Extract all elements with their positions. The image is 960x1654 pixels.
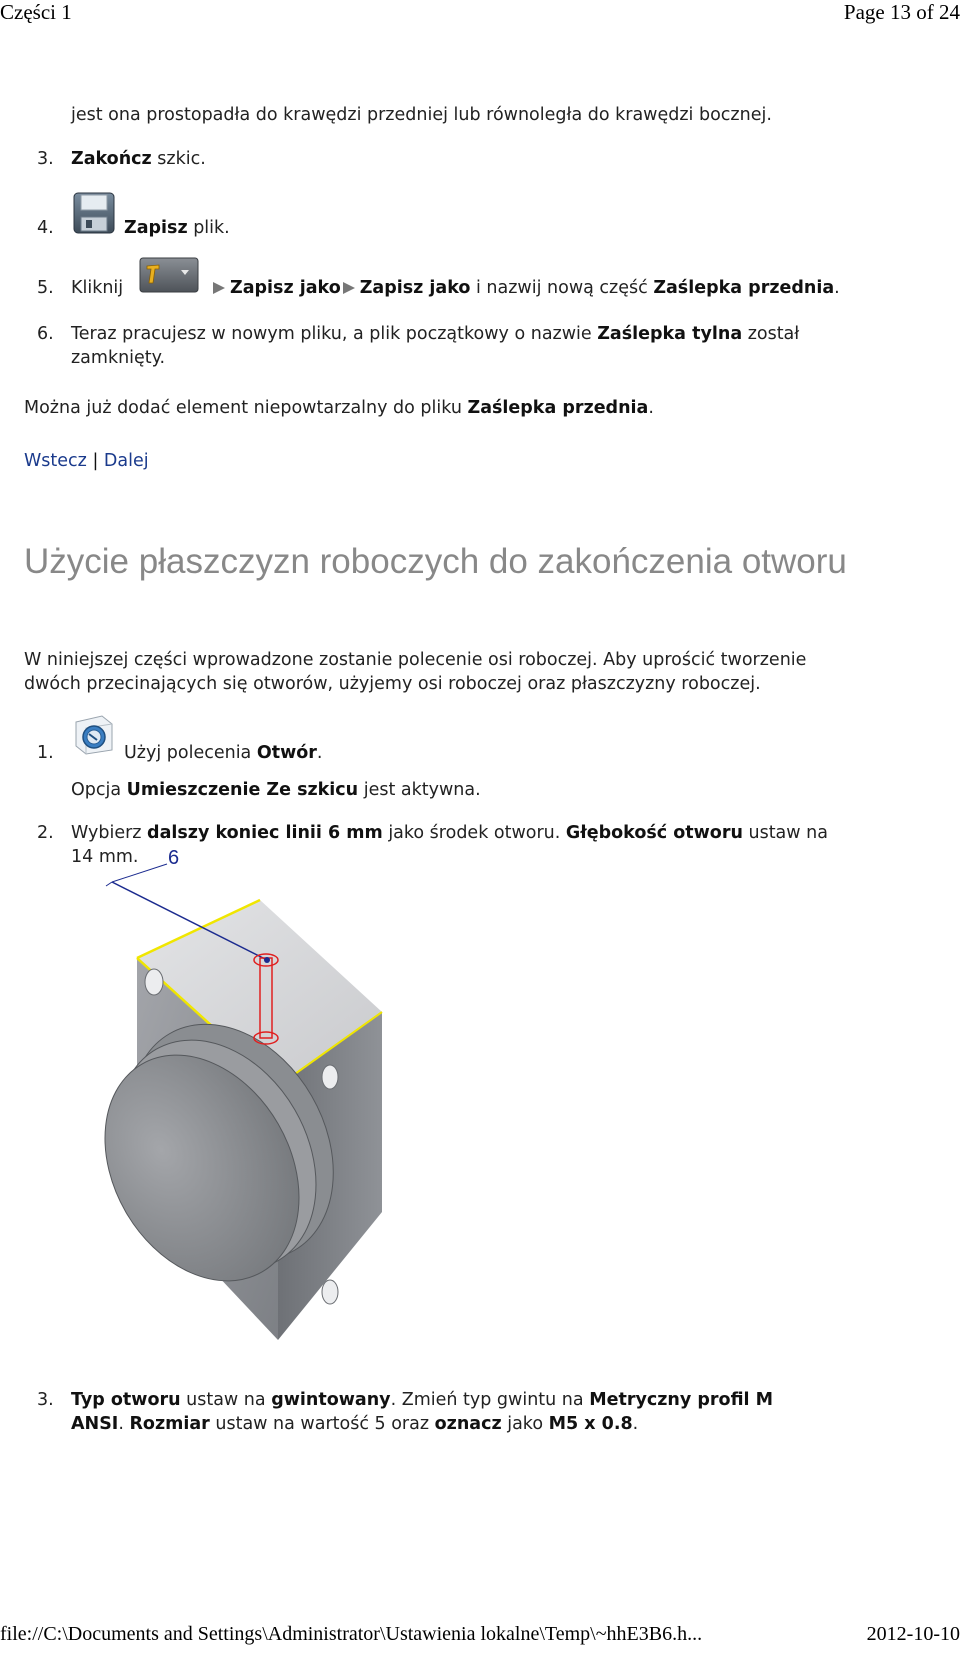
step-3b-line2: ANSI. Rozmiar ustaw na wartość 5 oraz oznacz jako M5 x 0.8. bbox=[71, 1414, 639, 1434]
step-1-text: Użyj polecenia Otwór. bbox=[124, 743, 323, 763]
step-2-line2: 14 mm. bbox=[71, 847, 139, 867]
step-4-text: Zapisz plik. bbox=[124, 218, 230, 238]
page-header-title: Części 1 bbox=[0, 0, 72, 24]
step-5-pre: Kliknij bbox=[71, 278, 124, 298]
step-number: 2. bbox=[37, 823, 54, 843]
dimension-label: 6 bbox=[168, 847, 180, 869]
navigation-links bbox=[24, 449, 149, 473]
step-number: 3. bbox=[37, 1390, 54, 1410]
step-number: 5. bbox=[37, 278, 54, 298]
paragraph-continuation: jest ona prostopadła do krawędzi przedniej lub równoległa do krawędzi bocznej. bbox=[71, 105, 772, 125]
step-3-text: Zakończ szkic. bbox=[71, 149, 206, 169]
step-2-text: Wybierz dalszy koniec linii 6 mm jako środek otworu. Głębokość otworu ustaw na bbox=[71, 823, 828, 843]
step-number: 4. bbox=[37, 218, 54, 238]
step-5-text: Zapisz jako Zapisz jako i nazwij nową część Zaślepka przednia. bbox=[211, 276, 840, 300]
step-1-note: Opcja Umieszczenie Ze szkicu jest aktywna. bbox=[71, 780, 481, 800]
intro-line-2: dwóch przecinających się otworów, użyjemy osi roboczej oraz płaszczyzny roboczej. bbox=[24, 674, 761, 694]
footer-file-path: file://C:\Documents and Settings\Administrator\Ustawienia lokalne\Temp\~hhE3B6.h... bbox=[0, 1623, 703, 1645]
back-link[interactable]: Wstecz bbox=[24, 451, 87, 471]
save-disk-icon[interactable] bbox=[72, 191, 116, 239]
page-number: Page 13 of 24 bbox=[843, 0, 960, 24]
footer-date: 2012-10-10 bbox=[866, 1623, 960, 1645]
chevron-right-icon bbox=[343, 282, 355, 294]
next-link[interactable]: Dalej bbox=[103, 451, 149, 471]
step-3b-text: Typ otworu ustaw na gwintowany. Zmień typ gwintu na Metryczny profil M bbox=[71, 1390, 774, 1410]
paragraph-mozna: Można już dodać element niepowtarzalny do pliku Zaślepka przednia. bbox=[24, 398, 654, 418]
nav-separator: | bbox=[92, 451, 99, 471]
intro-line-1: W niniejszej części wprowadzone zostanie polecenie osi roboczej. Aby uprościć tworzenie bbox=[24, 650, 807, 670]
step-number: 6. bbox=[37, 324, 54, 344]
section-title: Użycie płaszczyzn roboczych do zakończenia otworu bbox=[24, 542, 847, 581]
step-number: 3. bbox=[37, 149, 54, 169]
application-menu-icon[interactable] bbox=[139, 257, 199, 299]
chevron-right-icon bbox=[213, 282, 225, 294]
step-6-text: Teraz pracujesz w nowym pliku, a plik początkowy o nazwie Zaślepka tylna został bbox=[71, 324, 800, 344]
hole-icon[interactable] bbox=[72, 712, 116, 760]
step-6-line2: zamknięty. bbox=[71, 348, 166, 368]
step-number: 1. bbox=[37, 743, 54, 763]
